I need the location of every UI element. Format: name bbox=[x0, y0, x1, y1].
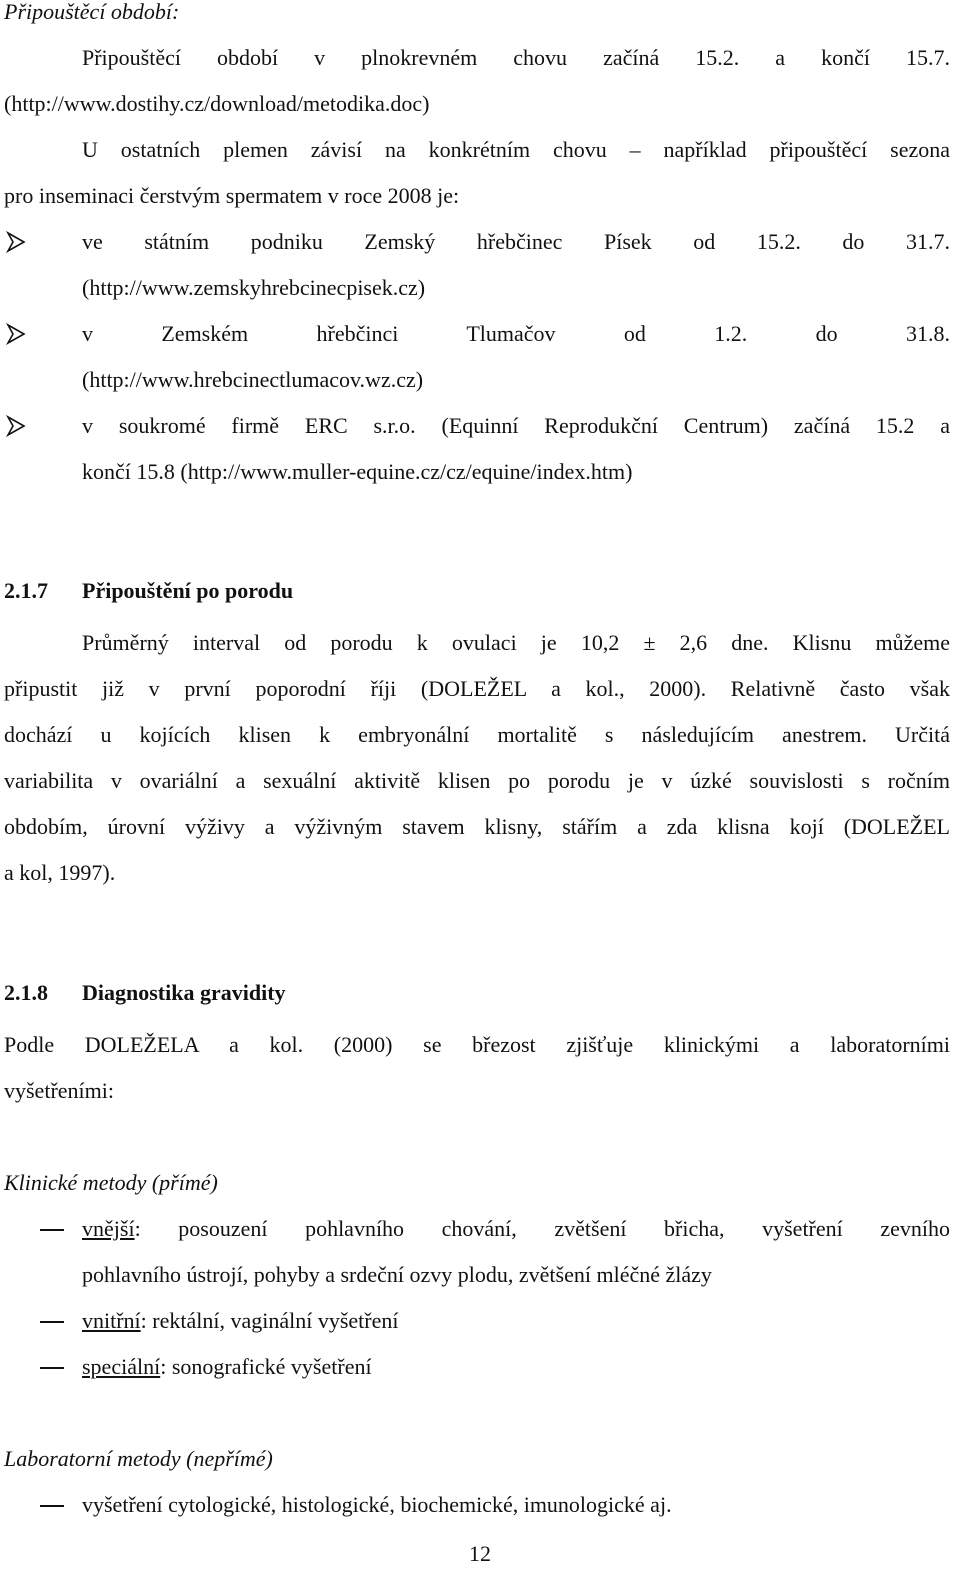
section-number: 2.1.8 bbox=[4, 980, 48, 1005]
section-218-heading bbox=[4, 970, 950, 1016]
term-description: : posouzení pohlavního chování, zvětšení břicha, vyšetření zevního bbox=[134, 1216, 950, 1241]
section-217-paragraph-line: a kol, 1997). bbox=[4, 860, 116, 885]
list-item-text bbox=[82, 1344, 950, 1390]
breeding-season-title: Připouštěcí období: bbox=[4, 0, 180, 24]
list-item-text: ve státním podniku Zemský hřebčinec Písek od 15.2. do 31.7. bbox=[82, 229, 950, 254]
laboratory-methods-title: Laboratorní metody (nepřímé) bbox=[4, 1446, 273, 1471]
list-item-text: v Zemském hřebčinci Tlumačov od 1.2. do 31.8. bbox=[82, 321, 950, 346]
erc-link: končí 15.8 (http://www.muller-equine.cz/cz/equine/index.htm) bbox=[82, 459, 633, 484]
arrowhead-bullet-icon bbox=[6, 403, 28, 449]
dash-bullet-icon bbox=[40, 1482, 64, 1528]
clinical-external-continuation: pohlavního ústrojí, pohyby a srdeční ozvy plodu, zvětšení mléčné žlázy bbox=[82, 1262, 712, 1287]
dash-bullet-icon bbox=[40, 1344, 64, 1390]
page-number: 12 bbox=[469, 1541, 491, 1566]
term-description: : sonografické vyšetření bbox=[160, 1354, 372, 1379]
breeding-paragraph-line: Připouštěcí období v plnokrevném chovu začíná 15.2. a končí 15.7. bbox=[82, 45, 950, 70]
list-item-text: vyšetření cytologické, histologické, biochemické, imunologické aj. bbox=[82, 1492, 672, 1517]
term-special: speciální bbox=[82, 1354, 161, 1379]
section-217-paragraph-line: Průměrný interval od porodu k ovulaci je 10,2 ± 2,6 dne. Klisnu můžeme bbox=[82, 630, 950, 655]
stud-pisek-link: (http://www.zemskyhrebcinecpisek.cz) bbox=[82, 275, 426, 300]
term-external: vnější bbox=[82, 1216, 135, 1241]
arrowhead-bullet-icon bbox=[6, 219, 28, 265]
breeding-paragraph-line: pro inseminaci čerstvým spermatem v roce 2008 je: bbox=[4, 183, 460, 208]
section-217-paragraph-line: obdobím, úrovní výživy a výživným stavem klisny, stářím a zda klisna kojí (DOLEŽEL bbox=[4, 814, 950, 839]
list-item-text bbox=[82, 1298, 950, 1344]
section-title: Připouštění po porodu bbox=[82, 578, 294, 603]
breeding-paragraph-line: U ostatních plemen závisí na konkrétním chovu – například připouštěcí sezona bbox=[82, 137, 950, 162]
section-218-paragraph-line: vyšetřeními: bbox=[4, 1078, 114, 1103]
list-item-text bbox=[82, 1206, 950, 1252]
breeding-source-link: (http://www.dostihy.cz/download/metodika.doc) bbox=[4, 91, 430, 116]
section-217-paragraph-line: dochází u kojících klisen k embryonální mortalitě s následujícím anestrem. Určitá bbox=[4, 722, 950, 747]
list-item-text: v soukromé firmě ERC s.r.o. (Equinní Reprodukční Centrum) začíná 15.2 a bbox=[82, 413, 950, 438]
section-title: Diagnostika gravidity bbox=[82, 980, 286, 1005]
clinical-methods-title: Klinické metody (přímé) bbox=[4, 1170, 218, 1195]
dash-bullet-icon bbox=[40, 1206, 64, 1252]
stud-tlumacov-link: (http://www.hrebcinectlumacov.wz.cz) bbox=[82, 367, 424, 392]
section-217-paragraph-line: připustit již v první poporodní říji (DOLEŽEL a kol., 2000). Relativně často však bbox=[4, 676, 950, 701]
section-217-heading bbox=[4, 568, 950, 614]
dash-bullet-icon bbox=[40, 1298, 64, 1344]
section-218-paragraph-line: Podle DOLEŽELA a kol. (2000) se březost zjišťuje klinickými a laboratorními bbox=[4, 1032, 950, 1057]
arrowhead-bullet-icon bbox=[6, 311, 28, 357]
term-internal: vnitřní bbox=[82, 1308, 141, 1333]
section-number: 2.1.7 bbox=[4, 578, 48, 603]
term-description: : rektální, vaginální vyšetření bbox=[140, 1308, 399, 1333]
section-217-paragraph-line: variabilita v ovariální a sexuální aktivitě klisen po porodu je v úzké souvislosti s ročním bbox=[4, 768, 950, 793]
